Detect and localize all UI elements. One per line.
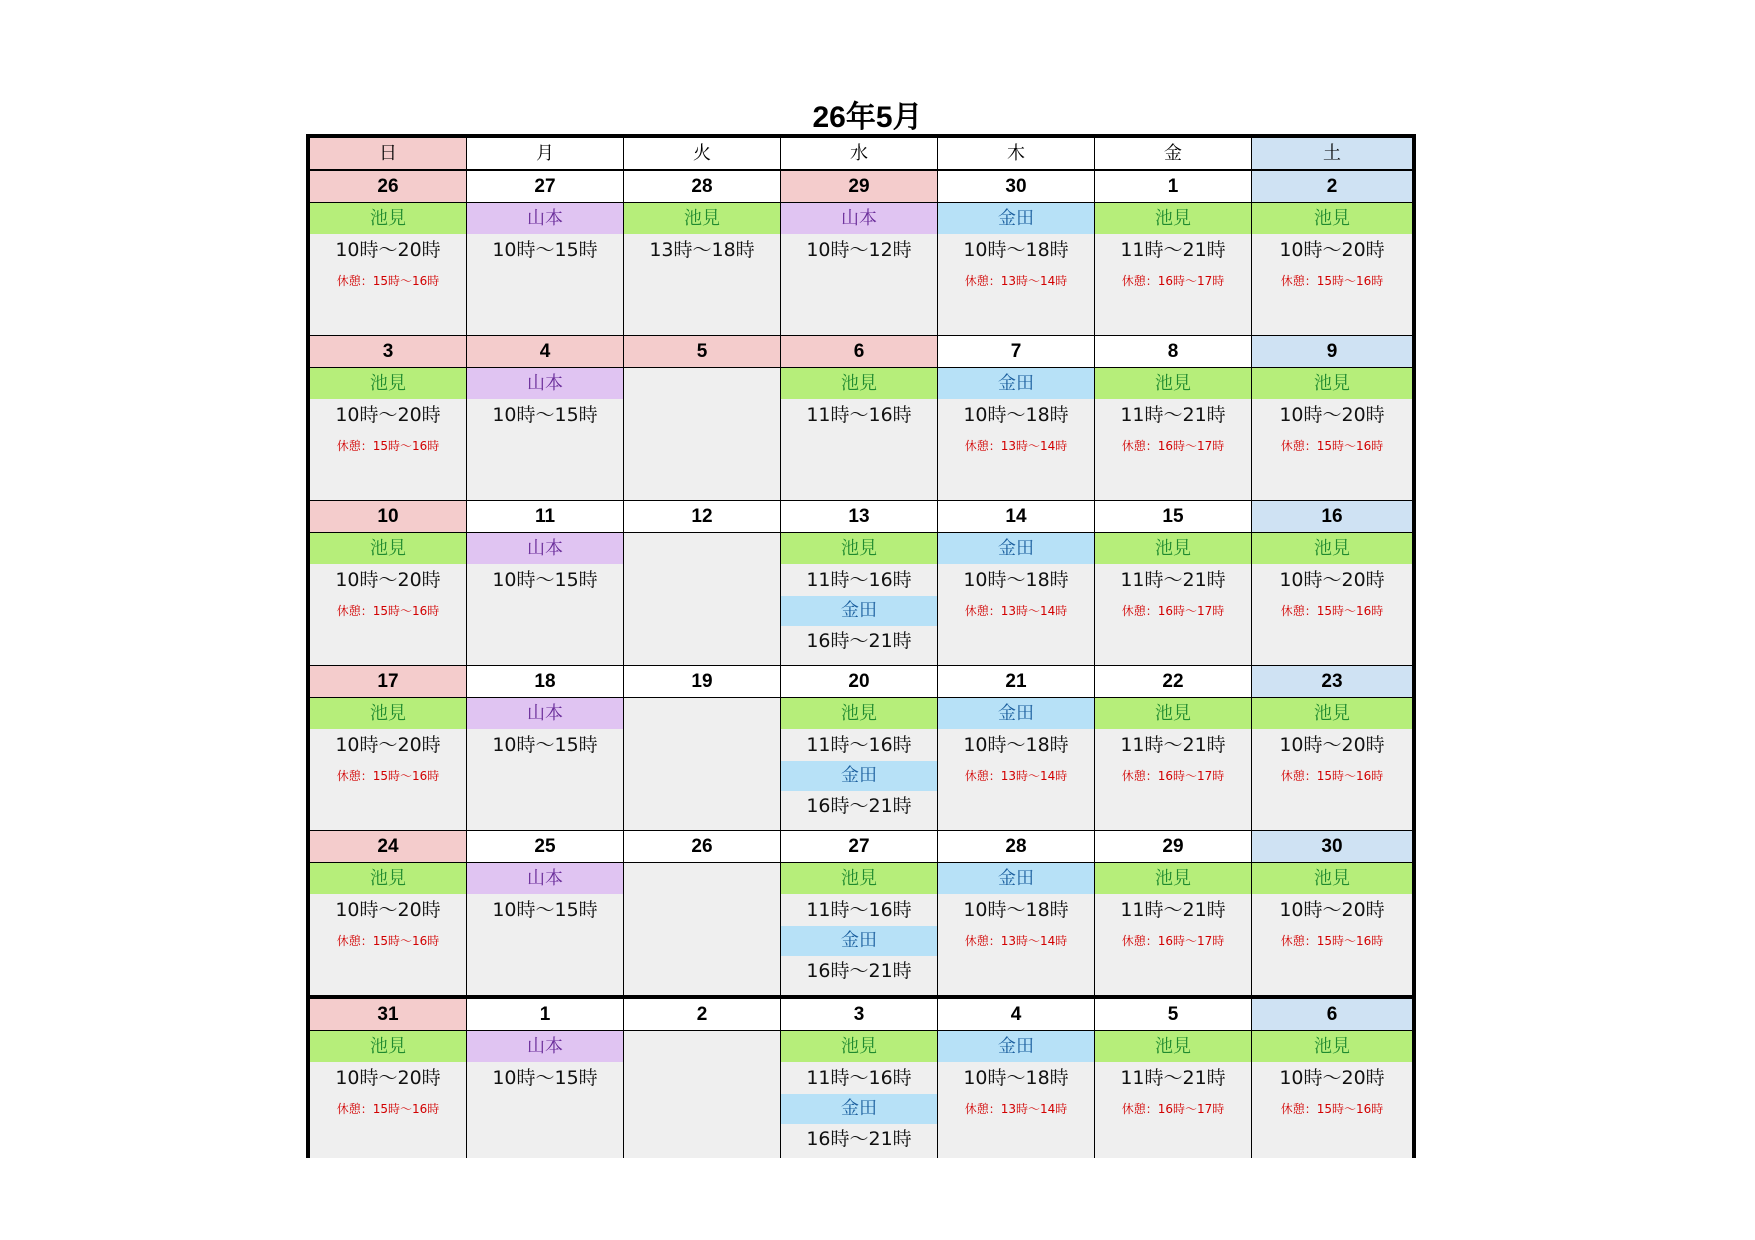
shift-staff-name: 池見	[1095, 368, 1251, 399]
break-time: 休憩：13時～14時	[964, 604, 1068, 618]
shift-time: 10時～20時	[1279, 734, 1385, 756]
shift-time: 10時～15時	[492, 899, 598, 921]
day-cell[interactable]	[624, 831, 781, 995]
shift-staff-name: 金田	[938, 863, 1094, 894]
day-cell[interactable]	[1252, 666, 1412, 830]
day-cell[interactable]	[1095, 831, 1252, 995]
shift-staff-name: 金田	[938, 698, 1094, 729]
day-cell[interactable]	[781, 171, 938, 335]
day-cell[interactable]	[310, 501, 467, 665]
shift-staff-name: 池見	[1252, 203, 1412, 234]
shift-time: 10時～20時	[1279, 404, 1385, 426]
shift-time: 11時～21時	[1120, 404, 1226, 426]
shift-staff-name: 山本	[467, 368, 623, 399]
day-number: 2	[1252, 171, 1412, 203]
day-cell[interactable]	[624, 501, 781, 665]
day-cell[interactable]	[467, 336, 624, 500]
day-number: 3	[781, 999, 937, 1031]
shift-time: 10時～20時	[335, 404, 441, 426]
day-cell[interactable]	[310, 999, 467, 1158]
shift-time: 10時～20時	[1279, 569, 1385, 591]
shift-staff-name: 池見	[781, 368, 937, 399]
day-number: 15	[1095, 501, 1251, 533]
day-cell[interactable]	[467, 666, 624, 830]
shift-staff-name: 金田	[938, 203, 1094, 234]
day-number: 12	[624, 501, 780, 533]
break-time: 休憩：15時～16時	[1280, 934, 1384, 948]
shift-staff-name: 池見	[1252, 533, 1412, 564]
calendar-week	[310, 996, 1412, 1158]
day-number: 25	[467, 831, 623, 863]
shift-staff-name: 金田	[781, 926, 937, 956]
shift-staff-name: 池見	[1252, 1031, 1412, 1062]
break-time: 休憩：16時～17時	[1121, 1102, 1225, 1116]
shift-staff-name: 池見	[781, 698, 937, 729]
break-time: 休憩：15時～16時	[336, 934, 440, 948]
day-number: 1	[467, 999, 623, 1031]
shift-staff-name: 池見	[1095, 203, 1251, 234]
weekday-mon: 月	[467, 138, 624, 169]
day-cell[interactable]	[781, 666, 938, 830]
shift-time: 10時～18時	[963, 899, 1069, 921]
shift-staff-name: 金田	[938, 1031, 1094, 1062]
day-cell[interactable]	[310, 336, 467, 500]
calendar-week	[310, 666, 1412, 831]
shift-time: 10時～15時	[492, 1067, 598, 1089]
weekday-fri: 金	[1095, 138, 1252, 169]
shift-staff-name: 金田	[938, 368, 1094, 399]
break-time: 休憩：16時～17時	[1121, 769, 1225, 783]
break-time: 休憩：15時～16時	[1280, 769, 1384, 783]
shift-time: 11時～16時	[806, 899, 912, 921]
day-number: 20	[781, 666, 937, 698]
shift-time: 13時～18時	[649, 239, 755, 261]
day-number: 6	[1252, 999, 1412, 1031]
break-time: 休憩：16時～17時	[1121, 934, 1225, 948]
break-time: 休憩：15時～16時	[1280, 1102, 1384, 1116]
shift-staff-name: 池見	[1252, 368, 1412, 399]
weekday-sun: 日	[310, 138, 467, 169]
page-title: 26年5月	[812, 101, 923, 134]
day-cell[interactable]	[1252, 831, 1412, 995]
shift-time: 10時～20時	[335, 1067, 441, 1089]
shift-staff-name: 山本	[467, 698, 623, 729]
day-number: 28	[938, 831, 1094, 863]
break-time: 休憩：13時～14時	[964, 274, 1068, 288]
day-number: 23	[1252, 666, 1412, 698]
shift-staff-name: 池見	[1252, 863, 1412, 894]
day-cell[interactable]	[781, 336, 938, 500]
shift-staff-name: 池見	[310, 533, 466, 564]
shift-staff-name: 池見	[624, 203, 780, 234]
shift-staff-name: 池見	[310, 863, 466, 894]
break-time: 休憩：15時～16時	[1280, 604, 1384, 618]
shift-time: 11時～16時	[806, 569, 912, 591]
shift-staff-name: 金田	[781, 761, 937, 791]
day-number: 11	[467, 501, 623, 533]
day-cell[interactable]	[1095, 501, 1252, 665]
day-cell[interactable]	[467, 171, 624, 335]
shift-staff-name: 金田	[781, 596, 937, 626]
shift-time: 10時～20時	[335, 899, 441, 921]
day-number: 9	[1252, 336, 1412, 368]
shift-time: 10時～15時	[492, 569, 598, 591]
day-number: 5	[1095, 999, 1251, 1031]
day-cell[interactable]	[1095, 171, 1252, 335]
shift-time: 11時～21時	[1120, 239, 1226, 261]
day-cell[interactable]	[310, 171, 467, 335]
day-cell[interactable]	[1095, 666, 1252, 830]
shift-time: 11時～16時	[806, 404, 912, 426]
day-number: 1	[1095, 171, 1251, 203]
calendar-grid	[306, 134, 1416, 1158]
day-cell[interactable]	[1095, 999, 1252, 1158]
day-number: 24	[310, 831, 466, 863]
day-cell[interactable]	[1252, 501, 1412, 665]
break-time: 休憩：13時～14時	[964, 439, 1068, 453]
shift-staff-name: 池見	[1095, 698, 1251, 729]
day-cell[interactable]	[467, 501, 624, 665]
shift-time: 10時～15時	[492, 239, 598, 261]
day-number: 29	[1095, 831, 1251, 863]
day-number: 27	[781, 831, 937, 863]
day-cell[interactable]	[781, 501, 938, 665]
day-number: 26	[310, 171, 466, 203]
break-time: 休憩：15時～16時	[1280, 439, 1384, 453]
day-number: 14	[938, 501, 1094, 533]
shift-staff-name: 池見	[1095, 533, 1251, 564]
shift-staff-name: 金田	[938, 533, 1094, 564]
shift-time: 10時～18時	[963, 1067, 1069, 1089]
break-time: 休憩：15時～16時	[1280, 274, 1384, 288]
break-time: 休憩：13時～14時	[964, 1102, 1068, 1116]
shift-time: 10時～18時	[963, 734, 1069, 756]
day-cell[interactable]	[467, 831, 624, 995]
shift-time: 16時～21時	[806, 1128, 912, 1150]
day-number: 8	[1095, 336, 1251, 368]
day-cell[interactable]	[938, 999, 1095, 1158]
shift-time: 16時～21時	[806, 795, 912, 817]
shift-time: 11時～21時	[1120, 569, 1226, 591]
day-cell[interactable]	[938, 831, 1095, 995]
day-number: 7	[938, 336, 1094, 368]
day-cell[interactable]	[938, 336, 1095, 500]
weekday-thu: 木	[938, 138, 1095, 169]
day-number: 4	[467, 336, 623, 368]
day-number: 10	[310, 501, 466, 533]
day-number: 22	[1095, 666, 1251, 698]
calendar-week	[310, 831, 1412, 996]
day-cell[interactable]	[624, 666, 781, 830]
shift-time: 10時～18時	[963, 569, 1069, 591]
shift-staff-name: 池見	[310, 698, 466, 729]
day-number: 13	[781, 501, 937, 533]
day-number: 30	[1252, 831, 1412, 863]
shift-time: 11時～21時	[1120, 899, 1226, 921]
break-time: 休憩：16時～17時	[1121, 274, 1225, 288]
day-number: 3	[310, 336, 466, 368]
day-number: 17	[310, 666, 466, 698]
shift-time: 11時～16時	[806, 1067, 912, 1089]
day-cell[interactable]	[938, 171, 1095, 335]
shift-time: 10時～20時	[335, 734, 441, 756]
shift-staff-name: 池見	[781, 1031, 937, 1062]
day-cell[interactable]	[1252, 999, 1412, 1158]
shift-time: 16時～21時	[806, 630, 912, 652]
day-cell[interactable]	[1095, 336, 1252, 500]
break-time: 休憩：15時～16時	[336, 1102, 440, 1116]
break-time: 休憩：15時～16時	[336, 439, 440, 453]
break-time: 休憩：13時～14時	[964, 769, 1068, 783]
shift-staff-name: 山本	[781, 203, 937, 234]
shift-time: 10時～15時	[492, 734, 598, 756]
weekday-tue: 火	[624, 138, 781, 169]
weekday-wed: 水	[781, 138, 938, 169]
day-cell[interactable]	[310, 831, 467, 995]
day-number: 16	[1252, 501, 1412, 533]
day-number: 19	[624, 666, 780, 698]
shift-staff-name: 山本	[467, 1031, 623, 1062]
day-number: 26	[624, 831, 780, 863]
shift-staff-name: 山本	[467, 863, 623, 894]
day-cell[interactable]	[310, 666, 467, 830]
day-cell[interactable]	[467, 999, 624, 1158]
shift-time: 10時～12時	[806, 239, 912, 261]
shift-time: 10時～20時	[1279, 899, 1385, 921]
day-cell[interactable]	[624, 171, 781, 335]
shift-staff-name: 池見	[1095, 863, 1251, 894]
day-number: 29	[781, 171, 937, 203]
day-number: 5	[624, 336, 780, 368]
day-cell[interactable]	[781, 831, 938, 995]
shift-staff-name: 池見	[781, 533, 937, 564]
calendar-week	[310, 336, 1412, 501]
shift-time: 10時～20時	[1279, 239, 1385, 261]
break-time: 休憩：15時～16時	[336, 604, 440, 618]
shift-staff-name: 池見	[1252, 698, 1412, 729]
shift-staff-name: 池見	[1095, 1031, 1251, 1062]
day-cell[interactable]	[624, 336, 781, 500]
day-cell[interactable]	[1252, 336, 1412, 500]
break-time: 休憩：13時～14時	[964, 934, 1068, 948]
day-number: 27	[467, 171, 623, 203]
calendar-week	[310, 501, 1412, 666]
shift-staff-name: 池見	[310, 1031, 466, 1062]
day-number: 21	[938, 666, 1094, 698]
day-number: 2	[624, 999, 780, 1031]
day-number: 28	[624, 171, 780, 203]
shift-time: 10時～20時	[1279, 1067, 1385, 1089]
weekday-header	[310, 138, 1412, 171]
day-number: 31	[310, 999, 466, 1031]
shift-staff-name: 池見	[310, 368, 466, 399]
shift-time: 10時～15時	[492, 404, 598, 426]
break-time: 休憩：15時～16時	[336, 769, 440, 783]
day-number: 6	[781, 336, 937, 368]
day-cell[interactable]	[781, 999, 938, 1158]
day-cell[interactable]	[938, 501, 1095, 665]
day-cell[interactable]	[938, 666, 1095, 830]
day-number: 30	[938, 171, 1094, 203]
break-time: 休憩：15時～16時	[336, 274, 440, 288]
shift-time: 16時～21時	[806, 960, 912, 982]
shift-time: 10時～20時	[335, 239, 441, 261]
break-time: 休憩：16時～17時	[1121, 604, 1225, 618]
shift-staff-name: 池見	[781, 863, 937, 894]
day-number: 4	[938, 999, 1094, 1031]
day-number: 18	[467, 666, 623, 698]
shift-time: 11時～21時	[1120, 734, 1226, 756]
shift-time: 10時～18時	[963, 404, 1069, 426]
shift-time: 11時～16時	[806, 734, 912, 756]
shift-time: 10時～20時	[335, 569, 441, 591]
shift-staff-name: 池見	[310, 203, 466, 234]
calendar-week	[310, 171, 1412, 336]
day-cell[interactable]	[1252, 171, 1412, 335]
shift-time: 11時～21時	[1120, 1067, 1226, 1089]
shift-staff-name: 山本	[467, 533, 623, 564]
day-cell[interactable]	[624, 999, 781, 1158]
weekday-sat: 土	[1252, 138, 1412, 169]
break-time: 休憩：16時～17時	[1121, 439, 1225, 453]
shift-staff-name: 山本	[467, 203, 623, 234]
shift-staff-name: 金田	[781, 1094, 937, 1124]
shift-time: 10時～18時	[963, 239, 1069, 261]
